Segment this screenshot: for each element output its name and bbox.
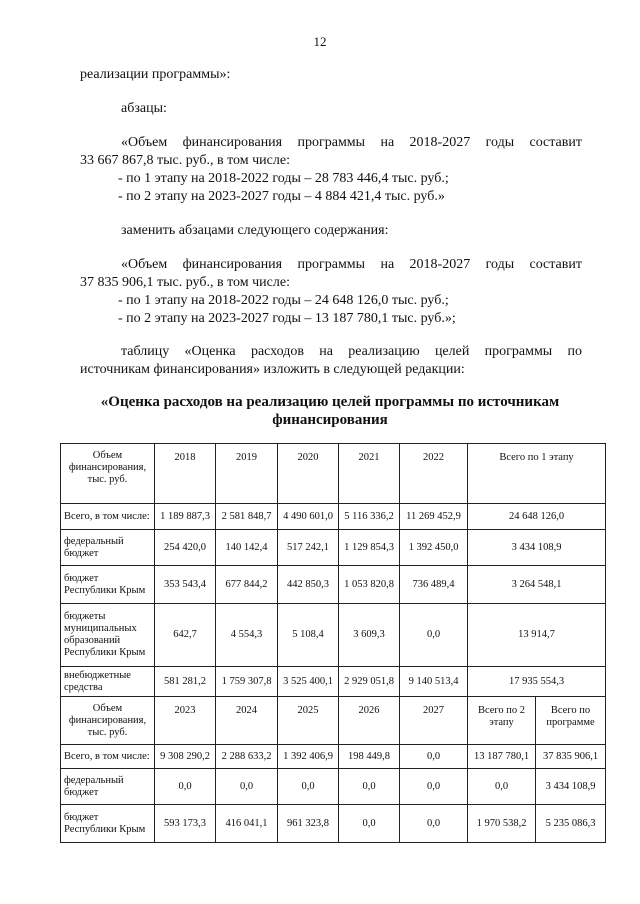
table-row (61, 745, 606, 769)
table-cell: 1 392 406,9 (278, 745, 339, 769)
new-funding-line2: 37 835 906,1 тыс. руб., в том числе: (80, 275, 290, 290)
table-cell: 353 543,4 (155, 566, 216, 604)
table-cell: 37 835 906,1 (536, 745, 606, 769)
header-2026: 2026 (339, 697, 400, 745)
table-cell: 0,0 (468, 769, 536, 805)
table-cell: 5 108,4 (278, 604, 339, 667)
row-label: бюджеты муниципальных образований Республики Крым (61, 604, 155, 667)
table-cell: 2 581 848,7 (216, 504, 278, 530)
row-label: бюджет Республики Крым (61, 805, 155, 843)
table-cell: 1 189 887,3 (155, 504, 216, 530)
old-funding-line1: «Объем финансирования программы на 2018-2027 годы составит (121, 135, 582, 150)
new-funding-line1: «Объем финансирования программы на 2018-2027 годы составит (121, 257, 582, 272)
table-cell: 0,0 (400, 805, 468, 843)
header-2025: 2025 (278, 697, 339, 745)
paragraph-replace: заменить абзацами следующего содержания: (121, 223, 389, 238)
row-label: внебюджетные средства (61, 667, 155, 697)
table-cell: 1 053 820,8 (339, 566, 400, 604)
old-funding-line2: 33 667 867,8 тыс. руб., в том числе: (80, 153, 290, 168)
table-cell: 5 235 086,3 (536, 805, 606, 843)
table-header-row (61, 697, 606, 745)
table-cell: 4 490 601,0 (278, 504, 339, 530)
table-cell: 11 269 452,9 (400, 504, 468, 530)
header-2021: 2021 (339, 444, 400, 504)
table-row (61, 805, 606, 843)
table-cell: 442 850,3 (278, 566, 339, 604)
table-cell: 24 648 126,0 (468, 504, 606, 530)
new-stage2: - по 2 этапу на 2023-2027 годы – 13 187 780,1 тыс. руб.»; (118, 311, 456, 326)
header-stage2-total: Всего по 2 этапу (468, 697, 536, 745)
table-cell: 517 242,1 (278, 530, 339, 566)
header-2018: 2018 (155, 444, 216, 504)
table-row (61, 604, 606, 667)
table-header-row (61, 444, 606, 504)
row-label: федеральный бюджет (61, 530, 155, 566)
table-cell: 3 264 548,1 (468, 566, 606, 604)
table-cell: 0,0 (339, 805, 400, 843)
table-cell: 17 935 554,3 (468, 667, 606, 697)
table-cell: 3 434 108,9 (468, 530, 606, 566)
header-volume: Объем финансирования, тыс. руб. (61, 444, 155, 504)
table-title (80, 393, 580, 429)
table-cell: 677 844,2 (216, 566, 278, 604)
table-row (61, 566, 606, 604)
table-intro-line1: таблицу «Оценка расходов на реализацию целей программы по (121, 344, 582, 359)
table-cell: 9 140 513,4 (400, 667, 468, 697)
paragraph-program-implementation: реализации программы»: (80, 67, 231, 82)
table-row (61, 530, 606, 566)
table-row (61, 504, 606, 530)
header-program-total: Всего по программе (536, 697, 606, 745)
header-volume: Объем финансирования, тыс. руб. (61, 697, 155, 745)
row-label: бюджет Республики Крым (61, 566, 155, 604)
table-cell: 2 929 051,8 (339, 667, 400, 697)
table-cell: 642,7 (155, 604, 216, 667)
table-cell: 581 281,2 (155, 667, 216, 697)
header-2027: 2027 (400, 697, 468, 745)
header-2024: 2024 (216, 697, 278, 745)
table-cell: 254 420,0 (155, 530, 216, 566)
paragraph-paragraphs: абзацы: (121, 101, 167, 116)
table-cell: 3 434 108,9 (536, 769, 606, 805)
table-cell: 0,0 (278, 769, 339, 805)
row-label: федеральный бюджет (61, 769, 155, 805)
table-cell: 9 308 290,2 (155, 745, 216, 769)
table-cell: 0,0 (400, 769, 468, 805)
header-stage1-total: Всего по 1 этапу (468, 444, 606, 504)
table-cell: 198 449,8 (339, 745, 400, 769)
table-cell: 2 288 633,2 (216, 745, 278, 769)
table-cell: 1 392 450,0 (400, 530, 468, 566)
old-stage1: - по 1 этапу на 2018-2022 годы – 28 783 446,4 тыс. руб.; (118, 171, 449, 186)
table-title-line2: финансирования (272, 412, 388, 428)
table-cell: 0,0 (155, 769, 216, 805)
table-cell: 736 489,4 (400, 566, 468, 604)
table-cell: 0,0 (400, 745, 468, 769)
table-cell: 416 041,1 (216, 805, 278, 843)
table-cell: 13 187 780,1 (468, 745, 536, 769)
table-cell: 1 129 854,3 (339, 530, 400, 566)
table-cell: 961 323,8 (278, 805, 339, 843)
header-2020: 2020 (278, 444, 339, 504)
table-cell: 1 970 538,2 (468, 805, 536, 843)
header-2019: 2019 (216, 444, 278, 504)
table-title-line1: «Оценка расходов на реализацию целей программы по источникам (100, 394, 560, 410)
row-label: Всего, в том числе: (61, 745, 155, 769)
table-row (61, 667, 606, 697)
old-stage2: - по 2 этапу на 2023-2027 годы – 4 884 421,4 тыс. руб.» (118, 189, 445, 204)
table-cell: 5 116 336,2 (339, 504, 400, 530)
table-cell: 593 173,3 (155, 805, 216, 843)
header-2023: 2023 (155, 697, 216, 745)
header-2022: 2022 (400, 444, 468, 504)
table-cell: 3 609,3 (339, 604, 400, 667)
table-row (61, 769, 606, 805)
table-cell: 0,0 (400, 604, 468, 667)
table-cell: 13 914,7 (468, 604, 606, 667)
table-cell: 3 525 400,1 (278, 667, 339, 697)
row-label: Всего, в том числе: (61, 504, 155, 530)
table-cell: 1 759 307,8 (216, 667, 278, 697)
table-cell: 0,0 (216, 769, 278, 805)
page-number: 12 (313, 34, 327, 49)
financing-table (60, 443, 606, 843)
table-cell: 0,0 (339, 769, 400, 805)
table-intro-line2: источникам финансирования» изложить в следующей редакции: (80, 362, 465, 377)
table-cell: 4 554,3 (216, 604, 278, 667)
table-cell: 140 142,4 (216, 530, 278, 566)
new-stage1: - по 1 этапу на 2018-2022 годы – 24 648 126,0 тыс. руб.; (118, 293, 449, 308)
